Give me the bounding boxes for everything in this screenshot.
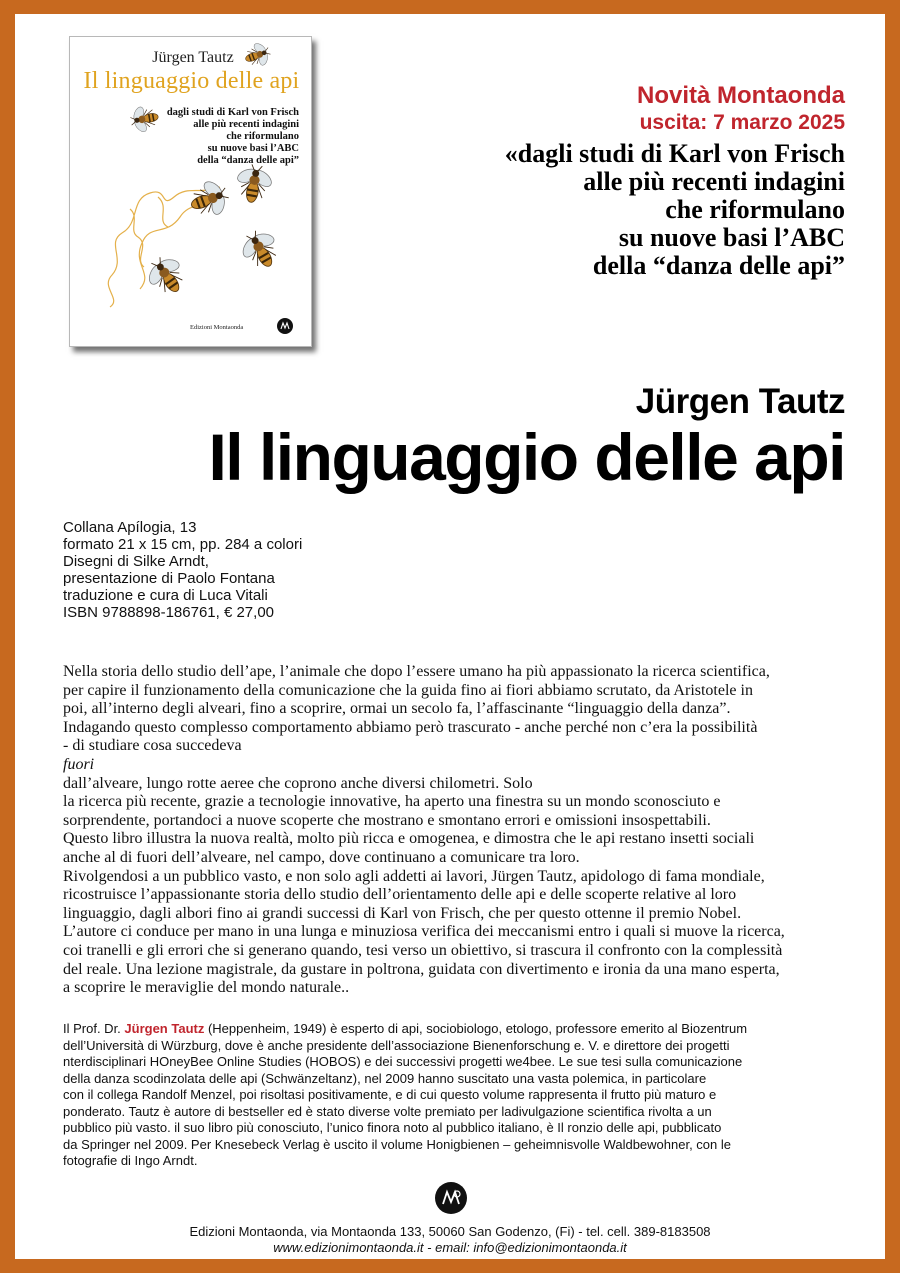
bio-author-name: Jürgen Tautz: [124, 1021, 205, 1036]
description-line: poi, all’interno degli alveari, fino a scoprire, ormai un secolo fa, l’affascinante “linguaggio della danza”.: [63, 700, 731, 718]
detail-line: traduzione e cura di Luca Vitali: [63, 587, 268, 604]
tagline-line: alle più recenti indagini: [583, 167, 845, 196]
bio-line: dell’Università di Würzburg, dove è anche presidente dell’associazione Bienenforschung e. V. e direttore dei progetti: [63, 1037, 730, 1053]
publisher-logo-icon: [435, 1182, 467, 1214]
email-label: - email:: [423, 1240, 474, 1255]
publisher-address: Edizioni Montaonda, via Montaonda 133, 50060 San Godenzo, (Fi) - tel. cell. 389-8183508: [189, 1224, 711, 1239]
detail-line: Disegni di Silke Arndt,: [63, 553, 209, 570]
description-text: dall’alveare, lungo rotte aeree che coprono anche diversi chilometri. Solo: [63, 774, 533, 792]
description-line: L’autore ci conduce per mano in una lunga e minuziosa verifica dei meccanismi entro i quali si muove la ricerca,: [63, 923, 785, 941]
bio-line: nterdisciplinari HOneyBee Online Studies (HOBOS) e dei successivi progetti we4bee. Le sue tesi sulla comunicazione: [63, 1054, 743, 1069]
description-line: del reale. Una lezione magistrale, da gustare in poltrona, guidata con divertimento e ironia da una mano esperta,: [63, 960, 780, 978]
book-details: [63, 519, 302, 621]
bio-line: ponderato. Tautz è autore di bestseller ed è stato diverse volte premiato per ladivulgazione scientifica rivolta a un: [63, 1103, 712, 1119]
book-cover: [69, 36, 312, 347]
bio-text: (Heppenheim, 1949) è esperto di api, sociobiologo, etologo, professore emerito al Biozentrum: [204, 1021, 748, 1036]
detail-line: Collana Apílogia, 13: [63, 519, 197, 536]
cover-title: Il linguaggio delle api: [83, 68, 300, 94]
novita-heading: Novità Montaonda: [637, 82, 845, 109]
release-date: uscita: 7 marzo 2025: [639, 111, 845, 134]
bio-line: della danza scodinzolata delle api (Schwänzeltanz), nel 2009 hanno suscitato una vasta polemica, in particolare: [63, 1070, 707, 1086]
description-line: Questo libro illustra la nuova realtà, molto più ricca e omogenea, e dimostra che le api restano insetti sociali: [63, 830, 755, 848]
description-line: Nella storia dello studio dell’ape, l’animale che dopo l’essere umano ha più appassionato la ricerca scientifica,: [63, 663, 770, 680]
cover-author: Jürgen Tautz: [152, 49, 234, 66]
website-link[interactable]: www.edizionimontaonda.it: [273, 1240, 424, 1255]
flyer-page: [15, 14, 885, 1259]
cover-subtitle-line: alle più recenti indagini: [193, 119, 299, 130]
publisher-logo-icon: [277, 318, 293, 334]
publisher-contacts: [15, 1240, 885, 1255]
description-line: linguaggio, dagli albori fino ai grandi successi di Karl von Frisch, che per questo ottenne il premio Nobel.: [63, 904, 742, 922]
detail-line: ISBN 9788898-186761, € 27,00: [63, 604, 275, 621]
tagline-line: «dagli studi di Karl von Frisch: [504, 139, 845, 168]
description-line: per capire il funzionamento della comunicazione che la guida fino ai fiori abbiamo scrutato, da Aristotele in: [63, 681, 753, 699]
email-link[interactable]: info@edizionimontaonda.it: [473, 1240, 627, 1255]
bio-line: da Springer nel 2009. Per Knesebeck Verlag è uscito il volume Honigbienen – geheimnisvolle Waldbewohner, con le: [63, 1136, 731, 1152]
bio-line: [63, 1021, 848, 1038]
cover-subtitle-line: che riformulano: [226, 131, 299, 142]
book-description: [63, 663, 863, 998]
description-line: Rivolgendosi a un pubblico vasto, e non solo agli addetti ai lavori, Jürgen Tautz, apidologo di fama mondiale,: [63, 867, 765, 885]
detail-line: presentazione di Paolo Fontana: [63, 570, 275, 587]
cover-subtitle-line: su nuove basi l’ABC: [207, 143, 299, 154]
detail-line: formato 21 x 15 cm, pp. 284 a colori: [63, 536, 303, 553]
description-line: ricostruisce l’appassionante storia dello studio dell’orientamento delle api e delle scoperte relative al loro: [63, 886, 737, 904]
bio-line: con il collega Randolf Menzel, poi risoltasi positivamente, e di cui questo volume rappresenta il frutto più maturo e: [63, 1087, 717, 1102]
tagline-line: della “danza delle api”: [592, 251, 845, 280]
description-line: [63, 737, 863, 793]
tagline-quote: [505, 140, 845, 280]
bio-line: pubblico più vasto. il suo libro più conosciuto, l’unico finora noto al pubblico italiano, è Il ronzio delle api, pubblicato: [63, 1120, 722, 1135]
author-bio: [63, 1021, 848, 1170]
bio-text: Il Prof. Dr.: [63, 1021, 125, 1036]
description-emphasis: fuori: [63, 755, 95, 773]
description-line: coi tranelli e gli errori che si generano quando, tesi verso un obiettivo, si trascura il confronto con la complessità: [63, 941, 783, 959]
description-line: Indagando questo complesso comportamento abbiamo però trascurato - anche perché non c’era la possibilità: [63, 718, 758, 736]
description-text: - di studiare cosa succedeva: [63, 737, 242, 755]
description-line: anche al di fuori dell’alveare, nel campo, dove continuano a comunicare tra loro.: [63, 848, 580, 866]
cover-publisher: Edizioni Montaonda: [190, 324, 244, 331]
author-name: Jürgen Tautz: [635, 382, 845, 421]
tagline-line: su nuove basi l’ABC: [618, 223, 845, 252]
description-line: sorprendente, portandoci a nuove scoperte che mostrano e smontano errori e omissioni insospettabili.: [63, 811, 711, 829]
cover-bee-illustration: [70, 37, 313, 348]
tagline-line: che riformulano: [665, 195, 845, 224]
cover-subtitle-line: dagli studi di Karl von Frisch: [166, 107, 299, 118]
bio-line: fotografie di Ingo Arndt.: [63, 1153, 198, 1168]
description-line: la ricerca più recente, grazie a tecnologie innovative, ha aperto una finestra su un mondo sconosciuto e: [63, 793, 721, 811]
description-line: a scoprire le meraviglie del mondo naturale..: [63, 979, 350, 997]
book-title: Il linguaggio delle api: [208, 420, 845, 494]
cover-subtitle-line: della “danza delle api”: [197, 155, 299, 166]
